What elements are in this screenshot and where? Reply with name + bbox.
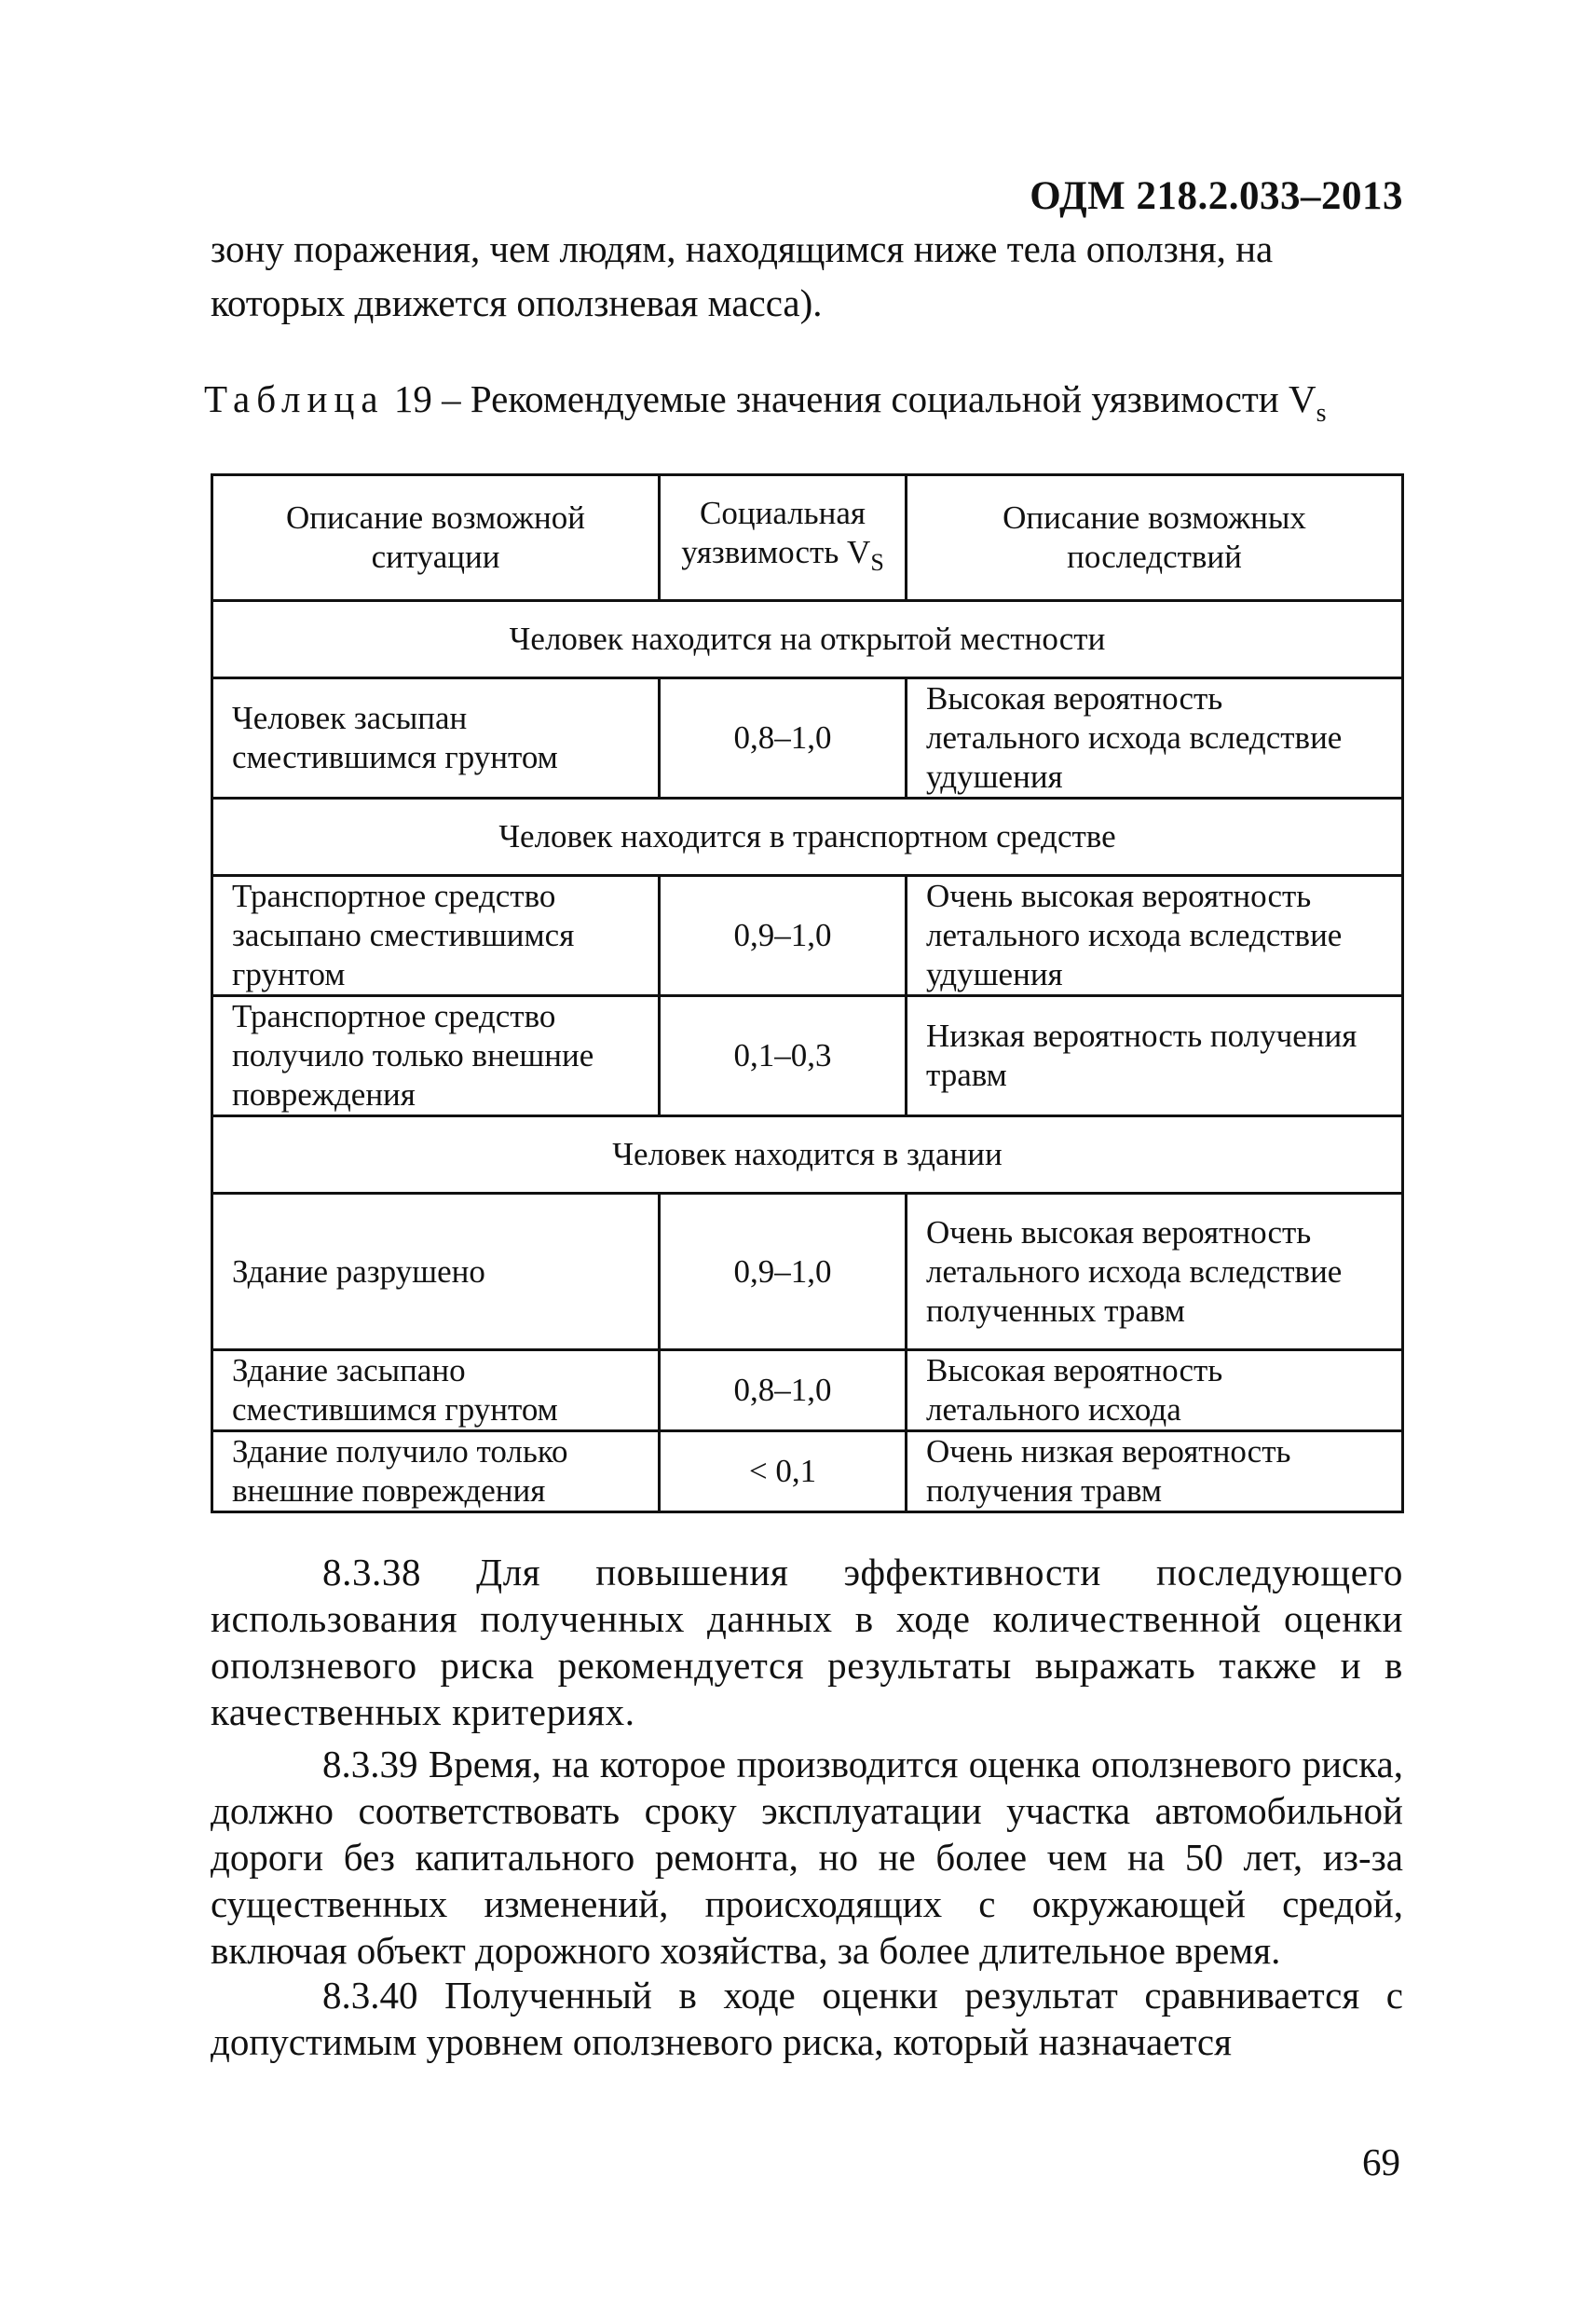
page-number: 69	[1362, 2140, 1400, 2183]
paragraph-8-3-40	[211, 1972, 1403, 2065]
table-row	[212, 1194, 1403, 1350]
table-caption-text: 19 – Рекомендуемые значения социальной уязвимости V	[384, 377, 1316, 420]
value-cell: 0,8–1,0	[660, 1350, 907, 1431]
paragraph-text: 8.3.40 Полученный в ходе оценки результат сравнивается с допустимым уровнем оползневого риска, который назначается	[211, 1974, 1403, 2063]
consequence-cell: Высокая вероятность летального исхода вследствие удушения	[907, 678, 1403, 799]
vulnerability-table	[211, 473, 1404, 1513]
section-row-vehicle	[212, 799, 1403, 876]
header-vulnerability-subscript: S	[870, 548, 884, 576]
header-vulnerability	[660, 475, 907, 601]
section-title: Человек находится в здании	[212, 1116, 1403, 1194]
consequence-cell: Очень высокая вероятность летального исхода вследствие удушения	[907, 876, 1403, 996]
paragraph-8-3-39	[211, 1741, 1403, 1974]
value-cell: < 0,1	[660, 1431, 907, 1512]
section-row-open-terrain	[212, 601, 1403, 678]
intro-paragraph: зону поражения, чем людям, находящимся ниже тела оползня, на которых движется оползневая масса).	[211, 227, 1274, 324]
situation-cell: Здание засыпано сместившимся грунтом	[212, 1350, 660, 1431]
table-row	[212, 1431, 1403, 1512]
situation-cell: Здание получило только внешние повреждения	[212, 1431, 660, 1512]
paragraph-8-3-38	[211, 1549, 1403, 1735]
situation-cell: Здание разрушено	[212, 1194, 660, 1350]
value-cell: 0,8–1,0	[660, 678, 907, 799]
section-row-building	[212, 1116, 1403, 1194]
table-caption-subscript: s	[1316, 399, 1327, 428]
consequence-cell: Очень низкая вероятность получения травм	[907, 1431, 1403, 1512]
table-row	[212, 876, 1403, 996]
situation-cell: Транспортное средство засыпано сместившимся грунтом	[212, 876, 660, 996]
header-vulnerability-text: Социальная уязвимость V	[681, 494, 871, 570]
table-caption	[204, 376, 1415, 429]
value-cell: 0,9–1,0	[660, 1194, 907, 1350]
situation-cell: Транспортное средство получило только внешние повреждения	[212, 996, 660, 1116]
value-cell: 0,1–0,3	[660, 996, 907, 1116]
paragraph-text: 8.3.38 Для повышения эффективности последующего использования полученных данных в ходе количественной оценки оползневого риска рекомендуется результаты выражать также и в качественных критериях.	[211, 1551, 1403, 1733]
table-row	[212, 1350, 1403, 1431]
table-row	[212, 996, 1403, 1116]
header-situation: Описание возможной ситуации	[212, 475, 660, 601]
table-row	[212, 678, 1403, 799]
table-caption-prefix: Таблица	[204, 377, 385, 420]
document-code: ОДМ 218.2.033–2013	[1030, 174, 1403, 218]
value-cell: 0,9–1,0	[660, 876, 907, 996]
table-header-row	[212, 475, 1403, 601]
consequence-cell: Очень высокая вероятность летального исхода вследствие полученных травм	[907, 1194, 1403, 1350]
header-consequence: Описание возможных последствий	[907, 475, 1403, 601]
consequence-cell: Высокая вероятность летального исхода	[907, 1350, 1403, 1431]
consequence-cell: Низкая вероятность получения травм	[907, 996, 1403, 1116]
situation-cell: Человек засыпан сместившимся грунтом	[212, 678, 660, 799]
section-title: Человек находится в транспортном средстве	[212, 799, 1403, 876]
section-title: Человек находится на открытой местности	[212, 601, 1403, 678]
paragraph-text: 8.3.39 Время, на которое производится оценка оползневого риска, должно соответствовать сроку эксплуатации участка автомобильной дороги без капитального ремонта, но не более чем на 50 лет, из-за существенных изменений, происходящих с окружающей средой, включая объект дорожного хозяйства, за более длительное время.	[211, 1743, 1403, 1972]
